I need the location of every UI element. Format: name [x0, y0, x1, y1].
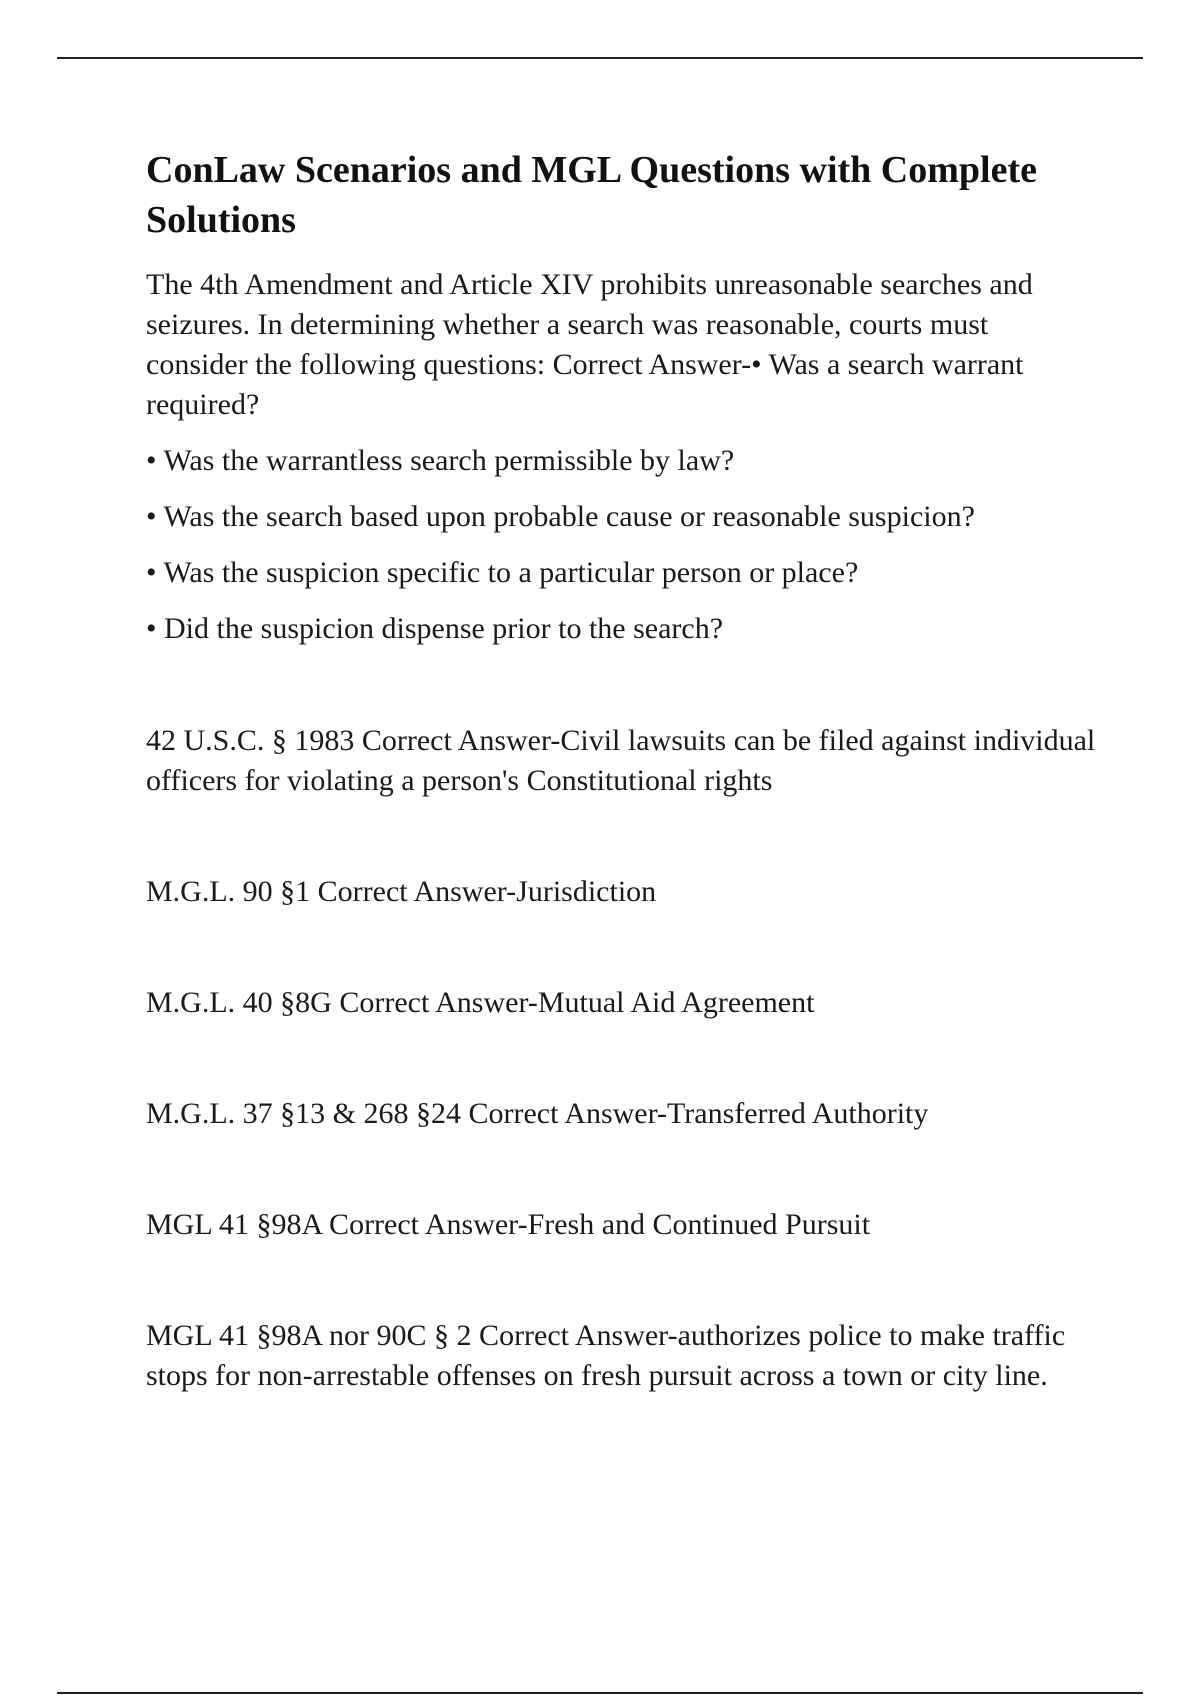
bullet-item: • Did the suspicion dispense prior to the search?	[146, 612, 724, 645]
bullet-item: • Was the suspicion specific to a particular person or place?	[146, 556, 859, 589]
qa-item: M.G.L. 40 §8G Correct Answer-Mutual Aid Agreement	[146, 986, 815, 1019]
qa-item: M.G.L. 37 §13 & 268 §24 Correct Answer-Transferred Authority	[146, 1097, 929, 1130]
footer-rule	[57, 1692, 1143, 1694]
qa-item: 42 U.S.C. § 1983 Correct Answer-Civil lawsuits can be filed against individual officers for violating a person's Constitutional rights	[146, 724, 1096, 797]
document-title: ConLaw Scenarios and MGL Questions with Complete Solutions	[146, 149, 1037, 241]
bullet-item: • Was the search based upon probable cause or reasonable suspicion?	[146, 500, 975, 533]
qa-item: M.G.L. 90 §1 Correct Answer-Jurisdiction	[146, 875, 657, 908]
qa-item: MGL 41 §98A Correct Answer-Fresh and Continued Pursuit	[146, 1208, 871, 1241]
document-body	[146, 145, 1096, 1396]
header-rule	[57, 57, 1143, 59]
bullet-item: • Was the warrantless search permissible by law?	[146, 444, 735, 477]
intro-paragraph: The 4th Amendment and Article XIV prohibits unreasonable searches and seizures. In determining whether a search was reasonable, courts must consider the following questions: Correct Answer-• Was a search warrant required?	[146, 268, 1033, 421]
qa-item: MGL 41 §98A nor 90C § 2 Correct Answer-authorizes police to make traffic stops for non-arrestable offenses on fresh pursuit across a town or city line.	[146, 1319, 1066, 1392]
